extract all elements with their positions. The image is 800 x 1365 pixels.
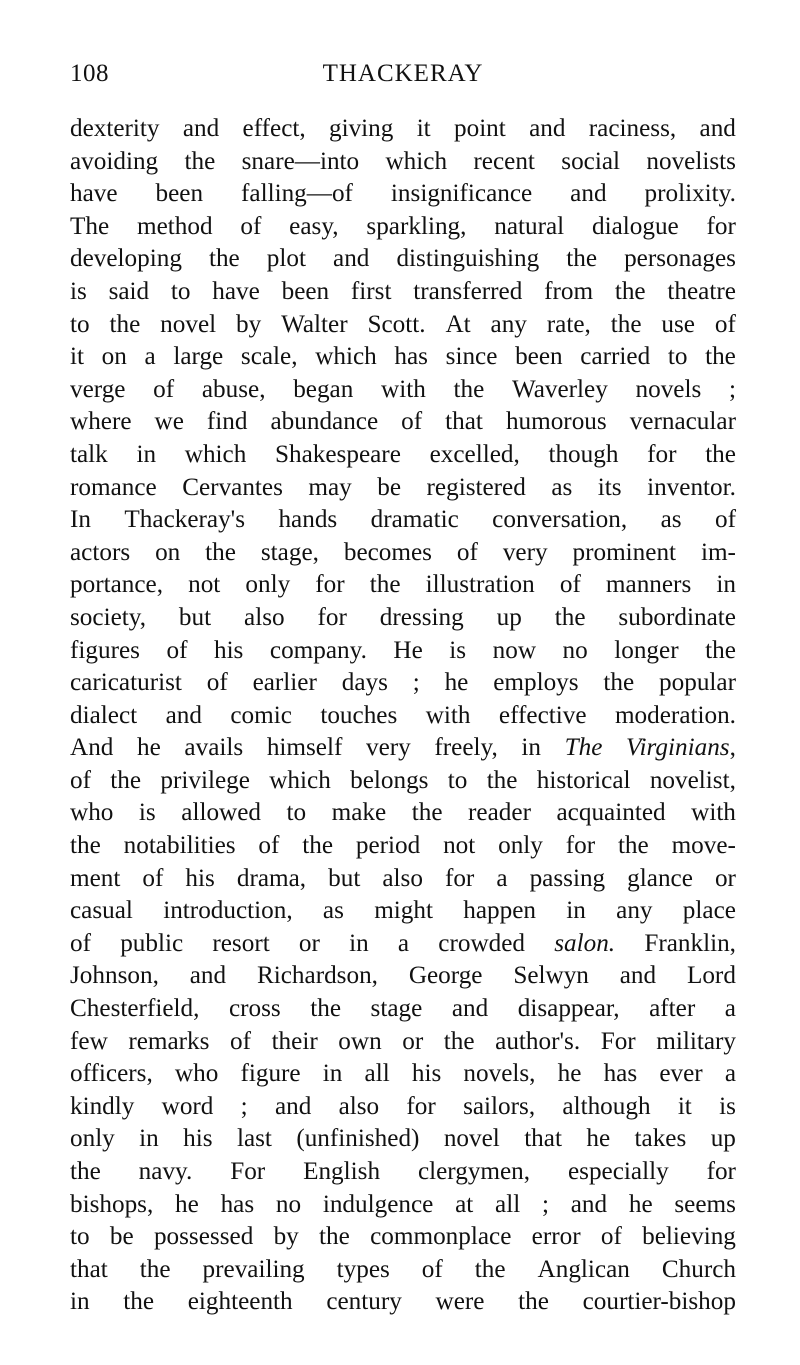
text-line: portance, not only for the illustration of manners in bbox=[70, 571, 736, 599]
text-line: that the prevailing types of the Anglican Church bbox=[70, 1255, 736, 1283]
text-line: The method of easy, sparkling, natural dialogue for bbox=[70, 212, 736, 240]
text-line: only in his last (unfinished) novel that he takes up bbox=[70, 1125, 736, 1153]
text-line: Chesterfield, cross the stage and disappear, after a bbox=[70, 995, 736, 1023]
text-line: officers, who figure in all his novels, he has ever a bbox=[70, 1060, 736, 1088]
text-line: is said to have been first transferred from the theatre bbox=[70, 277, 736, 305]
text-line: who is allowed to make the reader acquainted with bbox=[70, 799, 736, 827]
text-line: kindly word ; and also for sailors, although it is bbox=[70, 1092, 736, 1120]
text-line: developing the plot and distinguishing the personages bbox=[70, 245, 736, 273]
text-line: it on a large scale, which has since been carried to the bbox=[70, 343, 736, 371]
running-head bbox=[70, 60, 736, 100]
text-line: verge of abuse, began with the Waverley novels ; bbox=[70, 375, 736, 403]
text-line: avoiding the snare—into which recent social novelists bbox=[70, 147, 736, 175]
text-line: Johnson, and Richardson, George Selwyn and Lord bbox=[70, 962, 736, 990]
text-line: And he avails himself very freely, in The Virginians, bbox=[70, 734, 736, 762]
text-line: to be possessed by the commonplace error of believing bbox=[70, 1223, 736, 1251]
text-line: of public resort or in a crowded salon. Franklin, bbox=[70, 929, 736, 957]
text-line: to the novel by Walter Scott. At any rate, the use of bbox=[70, 310, 736, 338]
running-title: THACKERAY bbox=[322, 60, 484, 87]
text-line: society, but also for dressing up the subordinate bbox=[70, 603, 736, 631]
text-line: figures of his company. He is now no longer the bbox=[70, 636, 736, 664]
text-line: romance Cervantes may be registered as its inventor. bbox=[70, 473, 736, 501]
text-line: few remarks of their own or the author's. For military bbox=[70, 1027, 736, 1055]
text-line: have been falling—of insignificance and prolixity. bbox=[70, 180, 736, 208]
text-line: the navy. For English clergymen, especially for bbox=[70, 1158, 736, 1185]
text-line: dialect and comic touches with effective moderation. bbox=[70, 701, 736, 729]
book-page bbox=[70, 60, 736, 1319]
text-line: bishops, he has no indulgence at all ; and he seems bbox=[70, 1190, 736, 1218]
text-line: actors on the stage, becomes of very prominent im- bbox=[70, 538, 736, 566]
text-line: the notabilities of the period not only for the move- bbox=[70, 832, 736, 860]
text-line: of the privilege which belongs to the historical novelist, bbox=[70, 766, 736, 794]
text-line: caricaturist of earlier days ; he employs the popular bbox=[70, 669, 736, 697]
text-line: where we find abundance of that humorous vernacular bbox=[70, 408, 736, 436]
page-number: 108 bbox=[70, 60, 109, 87]
text-line: dexterity and effect, giving it point and raciness, and bbox=[70, 115, 736, 142]
body-text bbox=[70, 113, 736, 1319]
text-line: ment of his drama, but also for a passing glance or bbox=[70, 864, 736, 892]
text-line: casual introduction, as might happen in any place bbox=[70, 897, 736, 925]
text-line: talk in which Shakespeare excelled, though for the bbox=[70, 440, 736, 468]
text-line: in the eighteenth century were the courtier-bishop bbox=[70, 1288, 736, 1316]
text-line: In Thackeray's hands dramatic conversation, as of bbox=[70, 506, 736, 534]
